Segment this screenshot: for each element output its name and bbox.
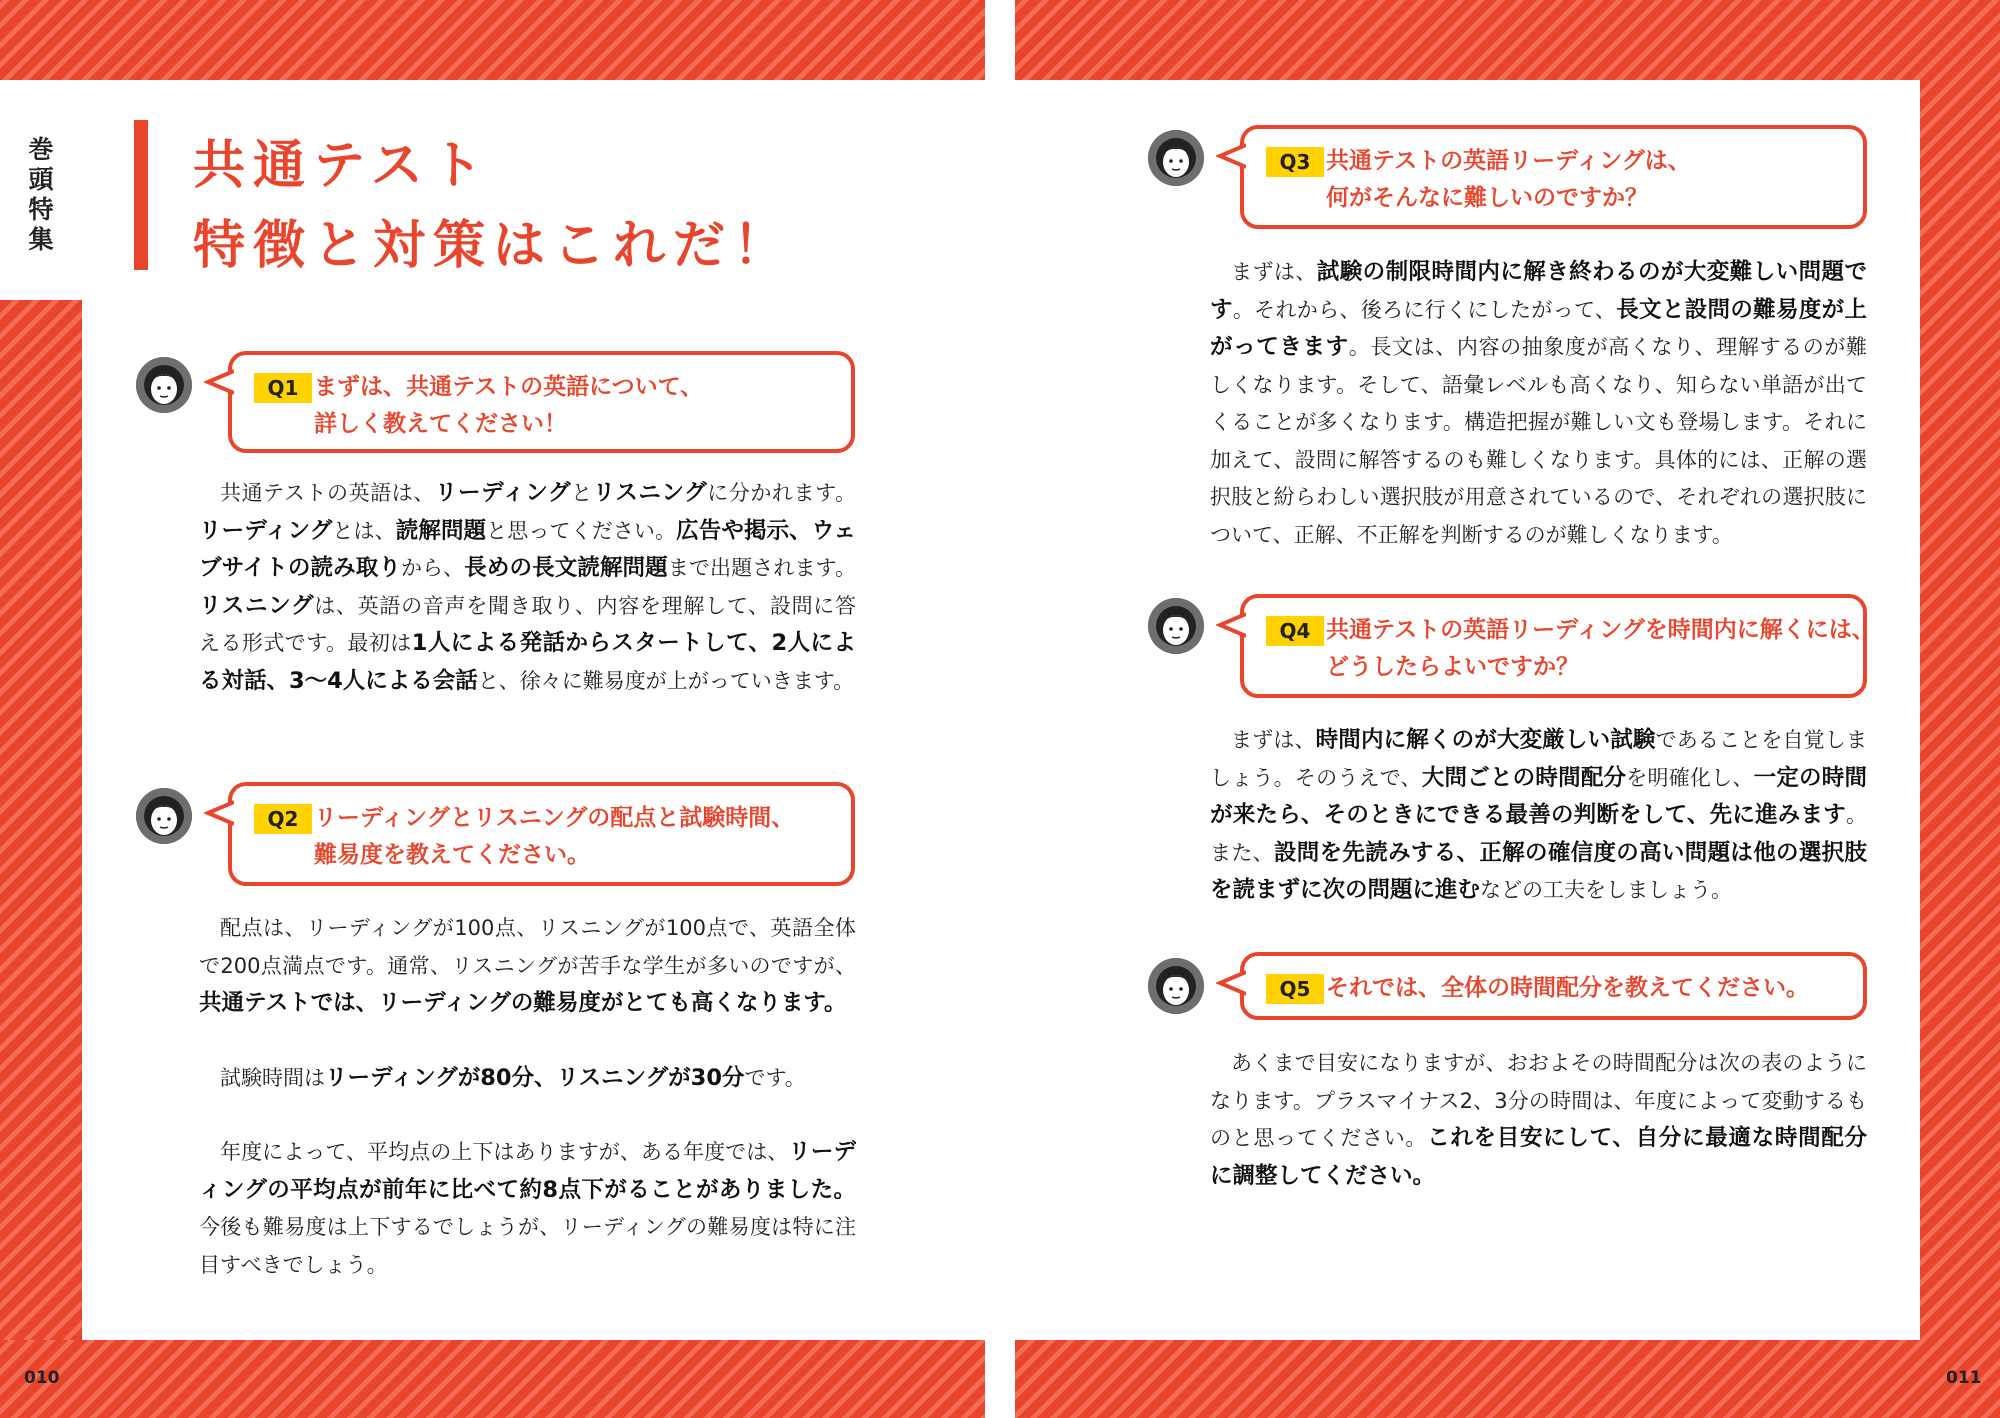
- question-bubble: [228, 351, 855, 453]
- text-run: から、: [400, 556, 465, 580]
- avatar-icon: [1148, 958, 1204, 1014]
- avatar-icon: [1148, 598, 1204, 654]
- text-run: と、徐々に難易度が上がっていきます。: [477, 668, 855, 693]
- bold-text: リーディング: [434, 480, 572, 506]
- bold-text: リーディング: [199, 517, 333, 544]
- gutter: [985, 0, 1015, 1418]
- question-text: [1326, 143, 1691, 217]
- question-line: どうしたらよいですか？: [1326, 654, 1579, 680]
- text-run: 今後も難易度は上下するでしょうが、リーディングの難易度は特に注目すべきでしょう。: [199, 1215, 856, 1277]
- bold-text: 広告や掲示、ウェブサイトの読み取り: [199, 517, 856, 581]
- text-run: などの工夫をしましょう。: [1480, 878, 1733, 902]
- question-line: 難易度を教えてください。: [314, 842, 590, 868]
- question-bubble: [1240, 125, 1867, 229]
- avatar-icon: [1148, 130, 1204, 186]
- question-line: 共通テストの英語リーディングは、: [1326, 148, 1691, 174]
- title-line: 特徴と対策はこれだ！: [193, 216, 794, 276]
- bold-text: 共通テストでは、リーディングの難易度がとても高くなります。: [199, 990, 847, 1016]
- bold-text: 長文と設問の難易度が上がってきます: [1210, 296, 1867, 360]
- question-badge: Q2: [254, 804, 312, 834]
- bold-text: 時間内に解くのが大変厳しい試験: [1315, 727, 1656, 753]
- text-run: 。それから、後ろに行くにしたがって、: [1232, 297, 1617, 322]
- answer-paragraph: [199, 1060, 856, 1098]
- question-bubble: [1240, 594, 1875, 698]
- question-text: [314, 800, 794, 874]
- answer-text: [1210, 722, 1867, 910]
- bubble-tail: [1216, 141, 1246, 171]
- answer-text: [199, 475, 856, 700]
- bubble-tail: [204, 367, 234, 397]
- bold-text: リスニング: [592, 480, 708, 506]
- bold-text: リーディングが80分、リスニングが30分: [325, 1064, 745, 1091]
- bold-text: 設問を先読みする、正解の確信度の高い問題は他の選択肢を読まずに次の問題に進む: [1210, 839, 1867, 903]
- question-line: それでは、全体の時間配分を教えてください。: [1326, 975, 1809, 1001]
- question-line: 詳しく教えてください！: [314, 411, 567, 437]
- answer-paragraph: [199, 910, 856, 1023]
- bubble-tail: [1216, 610, 1246, 640]
- text-run: 共通テストの英語は、: [220, 481, 435, 505]
- bold-text: 試験の制限時間内に解き終わるのが大変難しい問題です: [1210, 259, 1867, 323]
- text-run: を明確化し、: [1626, 765, 1754, 790]
- answer-text: [199, 910, 856, 1284]
- text-run: であることを自覚しましょう。そのうえで、: [1210, 728, 1867, 790]
- answer-paragraph: [1210, 1045, 1867, 1195]
- bold-text: これを目安にして、自分に最適な時間配分に調整してください。: [1210, 1125, 1867, 1189]
- question-badge: Q4: [1266, 616, 1324, 646]
- question-text: [1326, 612, 1875, 686]
- answer-paragraph: [1210, 722, 1867, 910]
- bold-text: 長めの長文読解問題: [464, 555, 668, 581]
- title-accent-bar: [134, 120, 148, 270]
- page-number-left: 010: [24, 1368, 60, 1388]
- question-badge: Q3: [1266, 147, 1324, 177]
- text-run: は、英語の音声を聞き取り、内容を理解して、設問に答える形式です。最初は: [199, 593, 857, 655]
- question-text: [314, 369, 703, 443]
- text-run: と: [571, 481, 593, 505]
- text-run: と思ってください。: [486, 518, 677, 543]
- text-run: あくまで目安になりますが、おおよその時間配分は次の表のようになります。プラスマイナス2、3分の時間は、年度によって変動するものと思ってください。: [1210, 1051, 1867, 1150]
- text-run: とは、: [332, 518, 396, 543]
- text-run: 。また、: [1210, 803, 1867, 865]
- question-bubble: [1240, 952, 1867, 1020]
- text-run: まずは、: [1231, 260, 1317, 284]
- avatar-icon: [136, 788, 192, 844]
- text-run: まずは、: [1231, 728, 1316, 752]
- section-label: 巻頭特集: [28, 135, 54, 254]
- bold-text: 大問ごとの時間配分: [1421, 764, 1627, 791]
- text-run: 配点は、リーディングが100点、リスニングが100点で、英語全体で200点満点です。通常、リスニングが苦手な学生が多いのですが、: [199, 916, 856, 978]
- question-badge: Q1: [254, 373, 312, 403]
- text-run: まで出題されます。: [667, 556, 856, 580]
- avatar-icon: [136, 357, 192, 413]
- bold-text: 一定の時間が来たら、そのときにできる最善の判断をして、先に進みます: [1210, 764, 1867, 828]
- text-run: です。: [744, 1065, 806, 1090]
- question-line: 何がそんなに難しいのですか？: [1326, 185, 1648, 211]
- bubble-tail: [1216, 968, 1246, 998]
- bold-text: 読解問題: [395, 517, 487, 544]
- answer-text: [1210, 1045, 1867, 1195]
- answer-paragraph: [199, 1134, 856, 1284]
- section-tab: [0, 80, 82, 300]
- question-line: 共通テストの英語リーディングを時間内に解くには、: [1326, 617, 1875, 643]
- question-line: まずは、共通テストの英語について、: [314, 374, 704, 400]
- bubble-tail: [204, 798, 234, 828]
- left-margin-stripe: [0, 300, 82, 1340]
- title-line: 共通テスト: [193, 136, 491, 196]
- question-badge: Q5: [1266, 974, 1324, 1004]
- answer-paragraph: [1210, 254, 1867, 554]
- bold-text: リスニング: [199, 592, 315, 619]
- question-line: リーディングとリスニングの配点と試験時間、: [314, 805, 795, 831]
- bold-text: 1人による発話からスタートして、2人による対話、3〜4人による会話: [199, 630, 856, 694]
- page-title: [193, 126, 793, 286]
- answer-paragraph: [199, 475, 856, 700]
- answer-text: [1210, 254, 1867, 554]
- page-number-right: 011: [1946, 1368, 1982, 1388]
- question-bubble: [228, 782, 855, 886]
- bold-text: リーディングの平均点が前年に比べて約8点下がることがありました。: [199, 1139, 856, 1203]
- question-text: [1326, 970, 1809, 1007]
- text-run: に分かれます。: [707, 481, 856, 505]
- text-run: 試験時間は: [220, 1065, 325, 1090]
- text-run: 年度によって、平均点の上下はありますが、ある年度では、: [220, 1140, 789, 1164]
- text-run: 。長文は、内容の抽象度が高くなり、理解するのが難しくなります。そして、語彙レベルも高くなり、知らない単語が出てくることが多くなります。構造把握が難しい文も登場します。それに加えて、設問に解答するのも難しくなります。具体的には、正解の選択肢と紛らわしい選択肢が用意されているので、それぞれの選択肢について、正解、不正解を判断するのが難しくなります。: [1210, 335, 1867, 547]
